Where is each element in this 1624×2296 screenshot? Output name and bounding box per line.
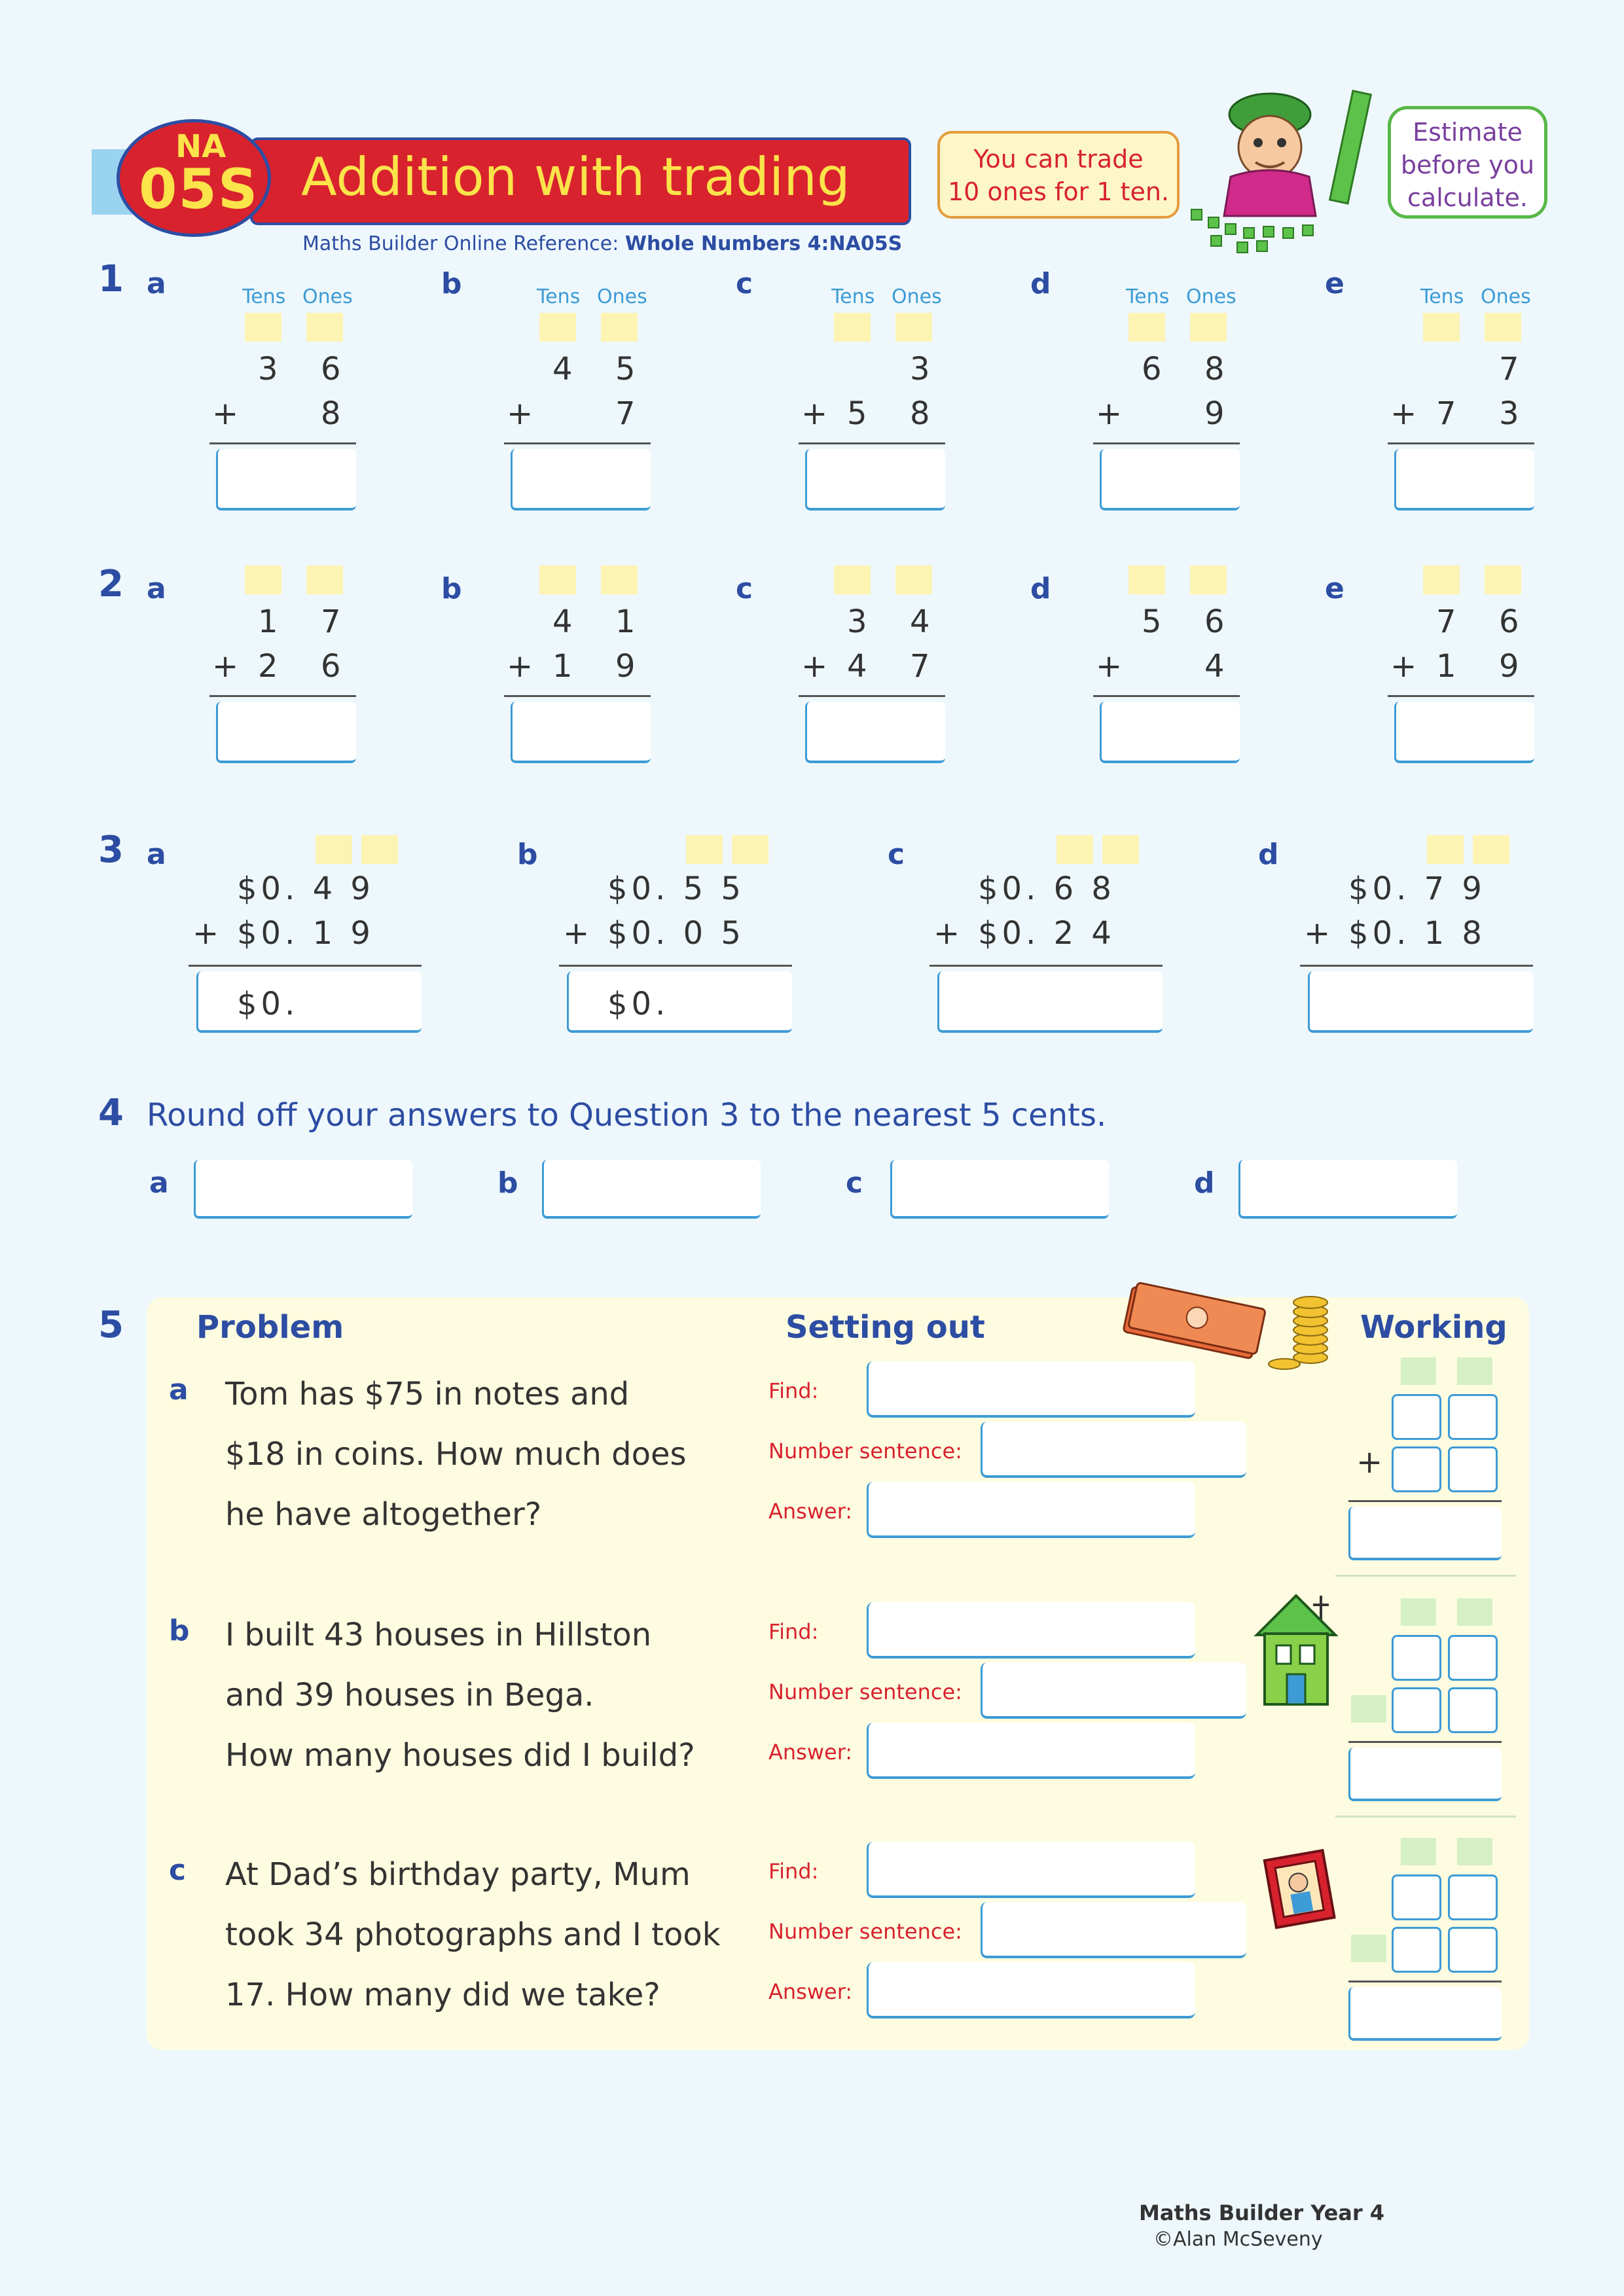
plus-sign: +	[1390, 648, 1417, 685]
tens-header: Tens	[1420, 285, 1464, 308]
q3-number: 3	[98, 829, 124, 871]
working-separator	[1335, 1816, 1516, 1818]
plus-sign: +	[563, 915, 590, 952]
ones-digit: 3	[1499, 395, 1519, 432]
tens-carry-box[interactable]	[686, 835, 723, 864]
tens-carry-box[interactable]	[1401, 1838, 1436, 1865]
ones-digit: 7	[1499, 351, 1519, 387]
tens-digit: 7	[1436, 395, 1456, 432]
ones-digit: 9	[1499, 648, 1519, 685]
q4-c-answer-box[interactable]	[890, 1160, 1109, 1219]
photo-frame-icon	[1261, 1846, 1339, 1931]
tip-line-1: You can trade	[973, 145, 1144, 173]
q2-a-letter: a	[147, 572, 166, 605]
tens-digit: 1	[1436, 648, 1456, 685]
working-sum-line	[1348, 1741, 1502, 1743]
q1-c-letter: c	[736, 267, 753, 300]
q5-a-find-box[interactable]	[867, 1361, 1195, 1418]
q2-c-letter: c	[736, 572, 753, 605]
working-answer-box[interactable]	[1348, 1987, 1502, 2041]
plus-sign: +	[1096, 395, 1123, 432]
q3-d-letter: d	[1258, 838, 1279, 871]
q4-d-letter: d	[1194, 1166, 1215, 1200]
tip-line-2: 10 ones for 1 ten.	[947, 177, 1170, 206]
ones-digit: 7	[615, 395, 636, 432]
sum-line	[504, 442, 651, 444]
money-top: $0. 5 5	[607, 870, 745, 907]
tens-carry-box[interactable]	[834, 565, 871, 594]
q5-c-letter: c	[169, 1854, 187, 1887]
tens-digit: 4	[552, 351, 573, 387]
plus-sign: +	[507, 648, 533, 685]
ones-digit: 8	[910, 395, 930, 432]
tens-carry-box[interactable]	[316, 835, 352, 864]
q3-b-letter: b	[517, 838, 538, 871]
money-top: $0. 6 8	[978, 870, 1115, 907]
plus-sign: +	[1356, 1444, 1383, 1480]
tens-carry-box[interactable]	[1128, 313, 1165, 342]
ones-digit: 9	[1204, 395, 1225, 432]
q5-c-number-sentence-box[interactable]	[981, 1902, 1246, 1958]
ones-digit: 6	[1204, 603, 1225, 640]
money-bottom: $0. 0 5	[607, 915, 745, 952]
ones-digit: 6	[321, 351, 341, 387]
ones-digit: 7	[910, 648, 930, 685]
tens-carry-box[interactable]	[834, 313, 871, 342]
ones-digit: 8	[321, 395, 341, 432]
working-sum-line	[1348, 1981, 1502, 1982]
tens-digit: 3	[847, 603, 867, 640]
plus-sign: +	[801, 648, 828, 685]
working-ones-box[interactable]	[1448, 1446, 1498, 1492]
plus-sign: +	[1390, 395, 1417, 432]
q2-b-letter: b	[441, 572, 462, 605]
find-label: Find:	[768, 1619, 819, 1644]
ones-carry-box[interactable]	[732, 835, 768, 864]
tens-carry-box[interactable]	[1427, 835, 1464, 864]
sum-line	[929, 965, 1163, 967]
sum-line	[189, 965, 422, 967]
tens-carry-box[interactable]	[245, 565, 281, 594]
estimate-line-3: calculate.	[1407, 183, 1528, 212]
ones-carry-box[interactable]	[1190, 565, 1227, 594]
house-icon	[1250, 1583, 1342, 1713]
working-answer-box[interactable]	[1348, 1507, 1502, 1560]
tens-header: Tens	[242, 285, 286, 308]
q2-number: 2	[98, 563, 124, 605]
tens-digit: 2	[258, 648, 278, 685]
plus-sign: +	[801, 395, 828, 432]
tip-box	[937, 131, 1180, 219]
working-separator	[1335, 1575, 1516, 1577]
ones-carry-box[interactable]	[1190, 313, 1227, 342]
ones-digit: 1	[615, 603, 636, 640]
tens-digit: 1	[552, 648, 573, 685]
money-answer-prefix: $0.	[607, 986, 670, 1022]
plus-sign-box[interactable]	[1351, 1695, 1386, 1723]
reference-line	[302, 232, 902, 255]
setting-out-header: Setting out	[785, 1309, 985, 1346]
tens-carry-box[interactable]	[245, 313, 281, 342]
tens-digit: 1	[258, 603, 278, 640]
ones-carry-box[interactable]	[361, 835, 398, 864]
ones-digit: 6	[321, 648, 341, 685]
problem-header: Problem	[196, 1309, 344, 1346]
q1-e-letter: e	[1325, 267, 1344, 300]
q3-b-answer-box[interactable]	[567, 971, 792, 1033]
tens-carry-box[interactable]	[1401, 1598, 1436, 1626]
badge-strand: NA	[175, 128, 226, 165]
sum-line	[1388, 442, 1534, 444]
find-label: Find:	[768, 1859, 819, 1884]
ones-header: Ones	[597, 285, 647, 308]
q1-a-answer-box[interactable]	[216, 449, 356, 511]
estimate-line-2: before you	[1400, 151, 1535, 179]
money-bottom: $0. 1 8	[1348, 915, 1486, 952]
sum-line	[504, 695, 651, 697]
q5-a-letter: a	[169, 1373, 189, 1407]
problem-text-line: Tom has $75 in notes and	[225, 1376, 630, 1412]
number-sentence-label: Number sentence:	[768, 1919, 962, 1944]
problem-text-line: and 39 houses in Bega.	[225, 1677, 594, 1713]
tens-carry-box[interactable]	[1056, 835, 1093, 864]
q5-c-find-box[interactable]	[867, 1842, 1195, 1898]
q1-d-letter: d	[1030, 267, 1051, 300]
q5-b-answer-box[interactable]	[867, 1723, 1195, 1779]
answer-label: Answer:	[768, 1740, 853, 1765]
ones-digit: 8	[1204, 351, 1225, 387]
q4-b-letter: b	[497, 1166, 518, 1200]
ones-carry-box[interactable]	[895, 565, 932, 594]
money-bottom: $0. 1 9	[237, 915, 374, 952]
q5-b-find-box[interactable]	[867, 1602, 1195, 1659]
plus-sign: +	[192, 915, 219, 952]
working-answer-box[interactable]	[1348, 1748, 1502, 1801]
ones-header: Ones	[1186, 285, 1236, 308]
problem-text-line: he have altogether?	[225, 1496, 542, 1533]
plus-sign-box[interactable]	[1351, 1935, 1386, 1962]
q1-b-letter: b	[441, 267, 462, 300]
ones-digit: 3	[910, 351, 930, 387]
tens-carry-box[interactable]	[539, 313, 576, 342]
ones-carry-box[interactable]	[1102, 835, 1139, 864]
q5-c-answer-box[interactable]	[867, 1962, 1195, 2018]
sum-line	[1093, 442, 1240, 444]
money-icon	[1121, 1280, 1337, 1372]
answer-label: Answer:	[768, 1979, 853, 2004]
problem-text-line: I built 43 houses in Hillston	[225, 1617, 652, 1653]
q1-d-answer-box[interactable]	[1100, 449, 1240, 511]
sum-line	[799, 442, 945, 444]
ones-carry-box[interactable]	[601, 313, 638, 342]
ones-digit: 7	[321, 603, 341, 640]
tens-header: Tens	[831, 285, 875, 308]
estimate-line-1: Estimate	[1413, 118, 1523, 147]
working-ones-box[interactable]	[1448, 1927, 1498, 1973]
tens-digit: 6	[1142, 351, 1162, 387]
ones-digit: 6	[1499, 603, 1519, 640]
q5-a-number-sentence-box[interactable]	[981, 1422, 1246, 1478]
page-title: Addition with trading	[301, 147, 850, 207]
plus-sign: +	[212, 395, 239, 432]
tens-carry-box[interactable]	[1401, 1357, 1436, 1385]
working-tens-box[interactable]	[1392, 1394, 1441, 1440]
q5-b-number-sentence-box[interactable]	[981, 1662, 1246, 1719]
sum-line	[209, 695, 356, 697]
working-ones-box[interactable]	[1448, 1687, 1498, 1733]
footer-book-title: Maths Builder Year 4	[1139, 2200, 1385, 2225]
q2-a-answer-box[interactable]	[216, 702, 356, 763]
find-label: Find:	[768, 1378, 819, 1403]
answer-label: Answer:	[768, 1499, 853, 1524]
q1-number: 1	[98, 258, 124, 300]
ones-carry-box[interactable]	[306, 313, 343, 342]
ones-carry-box[interactable]	[895, 313, 932, 342]
q3-a-answer-box[interactable]	[196, 971, 422, 1033]
q1-a-letter: a	[147, 267, 166, 300]
q3-c-letter: c	[888, 838, 905, 871]
q3-c-answer-box[interactable]	[937, 971, 1163, 1033]
working-sum-line	[1348, 1500, 1502, 1502]
tens-digit: 4	[552, 603, 573, 640]
q2-d-letter: d	[1030, 572, 1051, 605]
working-tens-box[interactable]	[1392, 1635, 1441, 1681]
working-tens-box[interactable]	[1392, 1874, 1441, 1920]
money-bottom: $0. 2 4	[978, 915, 1115, 952]
problem-text-line: At Dad’s birthday party, Mum	[225, 1856, 691, 1893]
ones-carry-box[interactable]	[1457, 1598, 1492, 1626]
badge-code: 05S	[139, 157, 259, 221]
tens-digit: 5	[1142, 603, 1162, 640]
tens-header: Tens	[537, 285, 581, 308]
sum-line	[209, 442, 356, 444]
ones-carry-box[interactable]	[306, 565, 343, 594]
ones-digit: 4	[1204, 648, 1225, 685]
problem-text-line: took 34 photographs and I took	[225, 1916, 721, 1953]
q1-b-answer-box[interactable]	[511, 449, 651, 511]
working-header: Working	[1360, 1309, 1507, 1346]
plus-sign: +	[1096, 648, 1123, 685]
problem-text-line: 17. How many did we take?	[225, 1977, 660, 2013]
q2-b-answer-box[interactable]	[511, 702, 651, 763]
tens-carry-box[interactable]	[1423, 565, 1460, 594]
ones-carry-box[interactable]	[1485, 565, 1521, 594]
q4-instruction: Round off your answers to Question 3 to the nearest 5 cents.	[147, 1097, 1107, 1134]
q3-d-answer-box[interactable]	[1308, 971, 1533, 1033]
q1-c-answer-box[interactable]	[805, 449, 945, 511]
q5-number: 5	[98, 1304, 124, 1346]
q4-d-answer-box[interactable]	[1238, 1160, 1457, 1219]
plus-sign: +	[1304, 915, 1331, 952]
q4-c-letter: c	[846, 1166, 863, 1200]
q2-e-answer-box[interactable]	[1394, 702, 1534, 763]
ones-carry-box[interactable]	[1457, 1357, 1492, 1385]
working-tens-box[interactable]	[1392, 1446, 1441, 1492]
ones-digit: 9	[615, 648, 636, 685]
ones-carry-box[interactable]	[1457, 1838, 1492, 1865]
working-ones-box[interactable]	[1448, 1874, 1498, 1920]
q5-a-answer-box[interactable]	[867, 1482, 1195, 1538]
working-tens-box[interactable]	[1392, 1927, 1441, 1973]
money-answer-prefix: $0.	[237, 986, 299, 1022]
ones-digit: 4	[910, 603, 930, 640]
reference-label: Maths Builder Online Reference:	[302, 232, 619, 255]
q4-a-letter: a	[149, 1166, 169, 1200]
tens-header: Tens	[1126, 285, 1170, 308]
tens-carry-box[interactable]	[1423, 313, 1460, 342]
plus-sign: +	[212, 648, 239, 685]
problem-text-line: $18 in coins. How much does	[225, 1436, 687, 1473]
sum-line	[559, 965, 792, 967]
tens-digit: 5	[847, 395, 867, 432]
ones-carry-box[interactable]	[1473, 835, 1509, 864]
working-ones-box[interactable]	[1448, 1635, 1498, 1681]
footer-copyright: ©Alan McSeveny	[1153, 2228, 1323, 2251]
q2-c-answer-box[interactable]	[805, 702, 945, 763]
sum-line	[1093, 695, 1240, 697]
reference-value: Whole Numbers 4:NA05S	[624, 232, 903, 255]
q4-b-answer-box[interactable]	[542, 1160, 761, 1219]
q5-b-letter: b	[169, 1614, 190, 1647]
estimate-bubble	[1388, 106, 1547, 219]
ones-carry-box[interactable]	[1485, 313, 1521, 342]
tens-carry-box[interactable]	[1128, 565, 1165, 594]
q4-a-answer-box[interactable]	[194, 1160, 412, 1219]
q4-number: 4	[98, 1092, 124, 1134]
working-tens-box[interactable]	[1392, 1687, 1441, 1733]
sum-line	[799, 695, 945, 697]
sum-line	[1388, 695, 1534, 697]
money-top: $0. 7 9	[1348, 870, 1486, 907]
ones-header: Ones	[302, 285, 353, 308]
tens-digit: 3	[258, 351, 278, 387]
ones-header: Ones	[892, 285, 942, 308]
tens-digit: 7	[1436, 603, 1456, 640]
money-top: $0. 4 9	[237, 870, 374, 907]
problem-text-line: How many houses did I build?	[225, 1737, 695, 1774]
plus-sign: +	[507, 395, 533, 432]
ones-carry-box[interactable]	[601, 565, 638, 594]
q1-e-answer-box[interactable]	[1394, 449, 1534, 511]
ones-digit: 5	[615, 351, 636, 387]
tens-carry-box[interactable]	[539, 565, 576, 594]
q3-a-letter: a	[147, 838, 166, 871]
plus-sign: +	[933, 915, 960, 952]
working-ones-box[interactable]	[1448, 1394, 1498, 1440]
tens-digit: 4	[847, 648, 867, 685]
q2-d-answer-box[interactable]	[1100, 702, 1240, 763]
ones-header: Ones	[1481, 285, 1531, 308]
character-illustration-icon	[1178, 79, 1394, 255]
q2-e-letter: e	[1325, 572, 1344, 605]
number-sentence-label: Number sentence:	[768, 1439, 962, 1463]
number-sentence-label: Number sentence:	[768, 1679, 962, 1704]
sum-line	[1300, 965, 1533, 967]
